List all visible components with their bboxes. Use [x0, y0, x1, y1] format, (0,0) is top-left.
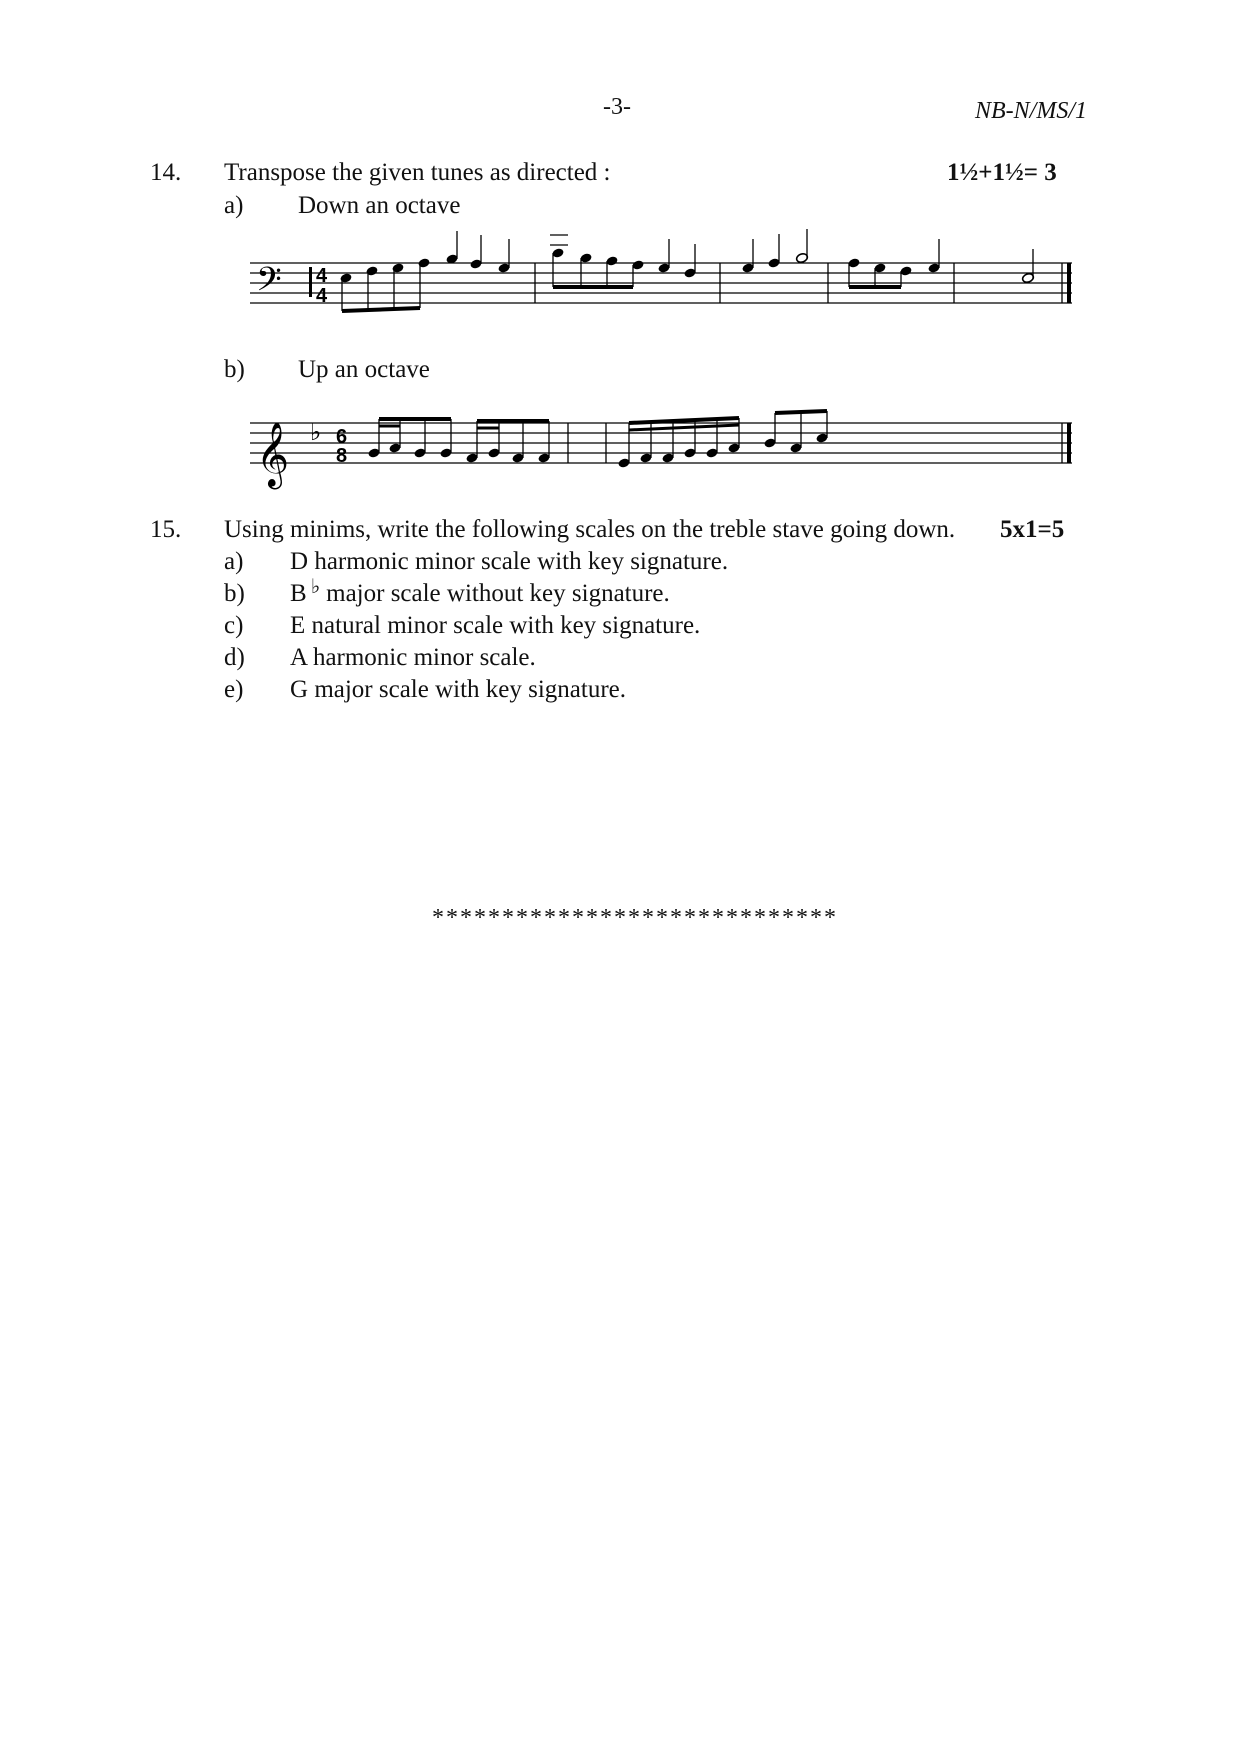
- q15-item-d-text: A harmonic minor scale.: [290, 644, 536, 671]
- svg-text:4: 4: [316, 265, 328, 287]
- q14-text: Transpose the given tunes as directed :: [224, 159, 611, 186]
- q14-marks: 1½+1½= 3: [947, 159, 1057, 186]
- q14-part-b-text: Up an octave: [298, 356, 430, 383]
- flat-icon: ♭: [310, 418, 322, 446]
- q15-item-b-text: B ♭ major scale without key signature.: [290, 576, 670, 607]
- q15-marks: 5x1=5: [1000, 516, 1065, 543]
- page-number: -3-: [603, 94, 631, 120]
- staff-a-bass-clef: [250, 225, 1080, 325]
- svg-text:4: 4: [316, 285, 328, 307]
- q15-item-e-label: e): [224, 676, 244, 703]
- q15-item-b-label: b): [224, 580, 245, 607]
- q15-item-d-label: d): [224, 644, 245, 671]
- bass-clef-icon: 𝄢: [256, 261, 282, 307]
- q14-number: 14.: [150, 159, 182, 186]
- paper-code: NB-N/MS/1: [975, 98, 1087, 124]
- q15-item-c-text: E natural minor scale with key signature.: [290, 612, 701, 639]
- q14-part-b-label: b): [224, 356, 245, 383]
- q15-number: 15.: [150, 516, 182, 543]
- flat-icon: ♭: [310, 576, 321, 598]
- q15-item-e-text: G major scale with key signature.: [290, 676, 627, 703]
- q15-item-a-text: D harmonic minor scale with key signature.: [290, 548, 729, 575]
- q14-part-a-label: a): [224, 192, 244, 219]
- q15-item-c-label: c): [224, 612, 244, 639]
- staff-b-treble-clef: [250, 393, 1080, 493]
- treble-clef-icon: 𝄞: [256, 422, 290, 487]
- q15-text: Using minims, write the following scales on the treble stave going down.: [224, 516, 956, 543]
- q15-item-a-label: a): [224, 548, 244, 575]
- svg-text:8: 8: [336, 445, 348, 467]
- svg-text:6: 6: [336, 426, 348, 448]
- q14-part-a-text: Down an octave: [298, 192, 461, 219]
- end-of-paper-stars: *****************************: [432, 905, 838, 931]
